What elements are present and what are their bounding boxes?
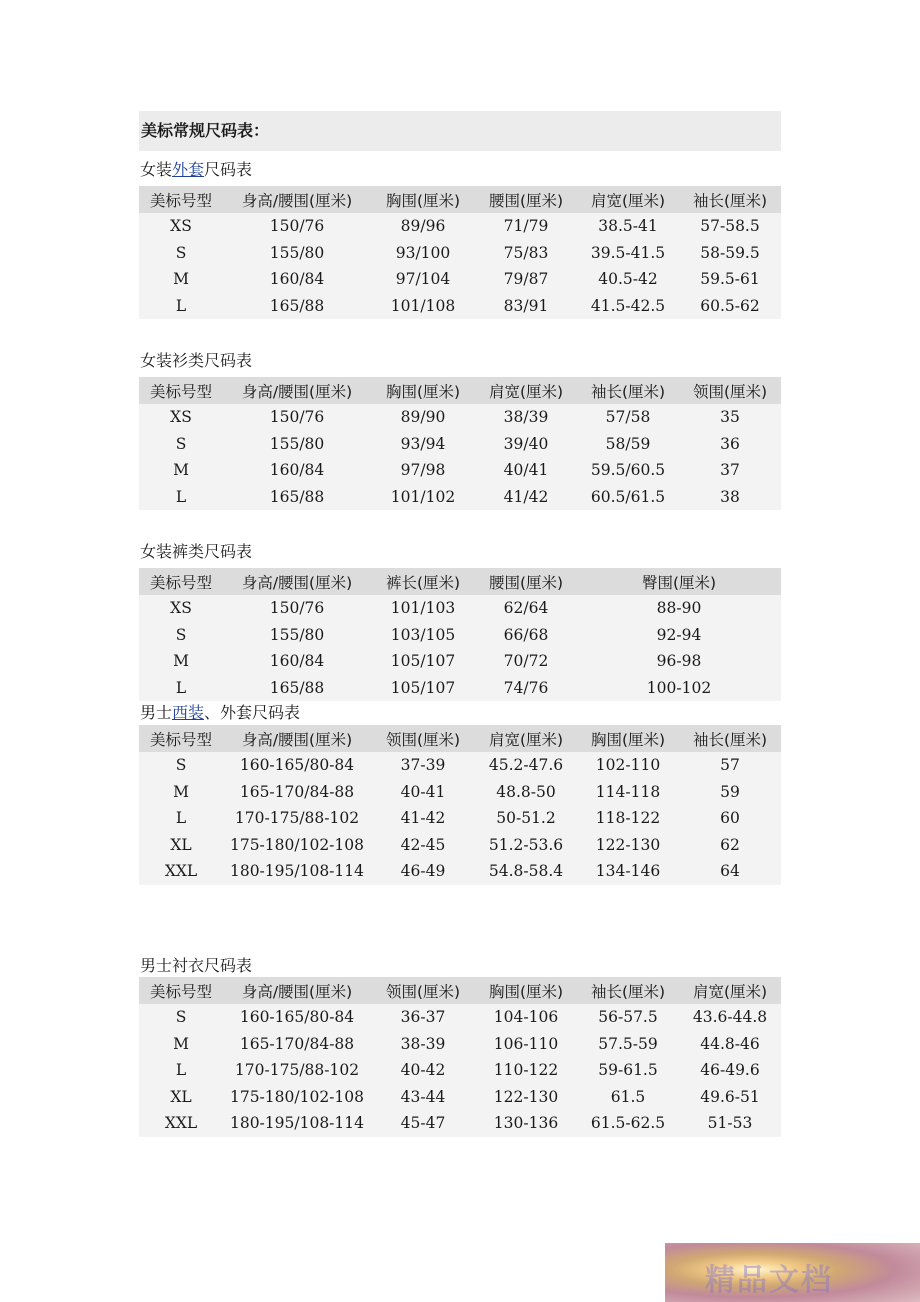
table-cell: 89/90: [400, 408, 446, 427]
table-cell: 160/84: [269, 652, 325, 671]
table-cell: 51-53: [707, 1114, 753, 1133]
table-row: [139, 832, 781, 859]
table-cell: 40.5-42: [598, 270, 658, 289]
column-header: 袖长(厘米): [679, 725, 781, 752]
table-cell: 44.8-46: [700, 1034, 760, 1053]
caption-text: 男士: [140, 703, 173, 722]
column-header: 腰围(厘米): [475, 186, 577, 213]
table-cell: 40/41: [503, 461, 549, 480]
table-row: [139, 1110, 781, 1137]
table-cell: 165/88: [269, 296, 325, 315]
table-cell: XXL: [164, 1114, 198, 1133]
table-cell: 41-42: [400, 809, 446, 828]
table-cell: 170-175/88-102: [234, 1061, 360, 1080]
table-cell: 62: [720, 835, 740, 854]
table-row: [139, 805, 781, 832]
table-cell: 165/88: [269, 487, 325, 506]
table-cell: 46-49: [400, 862, 446, 881]
table-cell: L: [175, 678, 187, 697]
table-cell: 160-165/80-84: [239, 756, 355, 775]
table-cell: 38/39: [503, 408, 549, 427]
table-cell: 101/103: [390, 599, 456, 618]
table-cell: 110-122: [493, 1061, 559, 1080]
watermark-text: 精品文档: [705, 1263, 833, 1298]
table-cell: 88-90: [656, 599, 702, 618]
table-cell: 83/91: [503, 296, 549, 315]
size-table-mens-suits: [139, 725, 781, 885]
table-cell: S: [175, 1008, 187, 1027]
table-cell: L: [175, 1061, 187, 1080]
table-cell: 104-106: [493, 1008, 559, 1027]
table-row: [139, 858, 781, 885]
table-cell: L: [175, 809, 187, 828]
column-header: 腰围(厘米): [475, 568, 577, 595]
table-cell: 74/76: [503, 678, 549, 697]
table-cell: 175-180/102-108: [229, 1087, 365, 1106]
table-header-row: [139, 568, 781, 595]
table-cell: 57/58: [605, 408, 651, 427]
table-cell: 92-94: [656, 625, 702, 644]
table-cell: 105/107: [390, 678, 456, 697]
table-cell: 155/80: [269, 243, 325, 262]
table-cell: 50-51.2: [496, 809, 556, 828]
column-header: 美标号型: [139, 186, 223, 213]
table-cell: 100-102: [646, 678, 712, 697]
column-header: 领围(厘米): [371, 977, 475, 1004]
column-header: 身高/腰围(厘米): [223, 977, 371, 1004]
table-cell: XXL: [164, 862, 198, 881]
table-cell: 35: [720, 408, 740, 427]
column-header: 胸围(厘米): [475, 977, 577, 1004]
table-cell: 106-110: [493, 1034, 559, 1053]
column-header: 身高/腰围(厘米): [223, 377, 371, 404]
table-cell: 38: [720, 487, 740, 506]
table-header-row: [139, 977, 781, 1004]
table-cell: 122-130: [595, 835, 661, 854]
table-row: [139, 1031, 781, 1058]
column-header: 美标号型: [139, 568, 223, 595]
size-table-womens-shirts: [139, 377, 781, 510]
table-cell: 134-146: [595, 862, 661, 881]
table-row: [139, 1084, 781, 1111]
table-cell: 60: [720, 809, 740, 828]
table-cell: 130-136: [493, 1114, 559, 1133]
column-header: 肩宽(厘米): [679, 977, 781, 1004]
table-cell: 103/105: [390, 625, 456, 644]
table-cell: 60.5/61.5: [590, 487, 666, 506]
table-cell: 43.6-44.8: [692, 1008, 768, 1027]
column-header: 肩宽(厘米): [475, 725, 577, 752]
column-header: 袖长(厘米): [577, 977, 679, 1004]
column-header: 肩宽(厘米): [577, 186, 679, 213]
table-cell: S: [175, 434, 187, 453]
table-cell: 180-195/108-114: [229, 862, 365, 881]
table-header-row: [139, 377, 781, 404]
table-caption-womens-outerwear: [140, 160, 252, 180]
table-cell: 71/79: [503, 217, 549, 236]
table-cell: 160/84: [269, 270, 325, 289]
table-caption-mens-suits: [140, 703, 300, 723]
table-cell: 61.5: [610, 1087, 646, 1106]
table-row: [139, 240, 781, 267]
table-cell: 59.5/60.5: [590, 461, 666, 480]
table-cell: M: [173, 1034, 189, 1053]
table-cell: 46-49.6: [700, 1061, 760, 1080]
table-cell: 43-44: [400, 1087, 446, 1106]
table-cell: S: [175, 625, 187, 644]
table-cell: M: [173, 652, 189, 671]
table-cell: 54.8-58.4: [488, 862, 564, 881]
table-cell: 57: [720, 756, 740, 775]
table-cell: L: [175, 487, 187, 506]
table-cell: 150/76: [269, 217, 325, 236]
table-cell: 93/100: [395, 243, 451, 262]
table-cell: 97/98: [400, 461, 446, 480]
column-header: 肩宽(厘米): [475, 377, 577, 404]
caption-text: 、外套尺码表: [204, 703, 301, 722]
column-header: 领围(厘米): [679, 377, 781, 404]
table-cell: 70/72: [503, 652, 549, 671]
column-header: 臀围(厘米): [577, 568, 781, 595]
table-cell: 97/104: [395, 270, 451, 289]
table-cell: 180-195/108-114: [229, 1114, 365, 1133]
table-cell: 36-37: [400, 1008, 446, 1027]
table-cell: 49.6-51: [700, 1087, 760, 1106]
table-cell: XL: [170, 1087, 192, 1106]
table-row: [139, 484, 781, 511]
table-row: [139, 779, 781, 806]
table-cell: 39.5-41.5: [590, 243, 666, 262]
table-cell: XL: [170, 835, 192, 854]
table-row: [139, 457, 781, 484]
watermark-logo: [665, 1243, 920, 1302]
table-cell: M: [173, 461, 189, 480]
column-header: 裤长(厘米): [371, 568, 475, 595]
table-cell: S: [175, 243, 187, 262]
size-table-womens-pants: [139, 568, 781, 701]
table-cell: 64: [720, 862, 740, 881]
table-caption-womens-shirts: 女装衫类尺码表: [140, 351, 253, 370]
table-cell: 48.8-50: [496, 782, 556, 801]
suit-link[interactable]: 西装: [172, 703, 205, 722]
table-cell: 114-118: [595, 782, 661, 801]
table-cell: 160/84: [269, 461, 325, 480]
table-cell: 57-58.5: [700, 217, 760, 236]
table-cell: 38-39: [400, 1034, 446, 1053]
table-cell: 59-61.5: [598, 1061, 658, 1080]
caption-text: 尺码表: [204, 160, 253, 179]
column-header: 胸围(厘米): [577, 725, 679, 752]
table-cell: XS: [170, 217, 192, 236]
table-cell: 150/76: [269, 599, 325, 618]
table-header-row: [139, 725, 781, 752]
table-cell: 62/64: [503, 599, 549, 618]
table-cell: M: [173, 782, 189, 801]
column-header: 美标号型: [139, 377, 223, 404]
table-cell: 96-98: [656, 652, 702, 671]
table-header-row: [139, 186, 781, 213]
table-row: [139, 752, 781, 779]
table-cell: 58-59.5: [700, 243, 760, 262]
column-header: 袖长(厘米): [679, 186, 781, 213]
table-row: [139, 213, 781, 240]
table-cell: 56-57.5: [598, 1008, 658, 1027]
table-caption-womens-pants: 女装裤类尺码表: [140, 542, 253, 561]
table-cell: 122-130: [493, 1087, 559, 1106]
table-cell: 36: [720, 434, 740, 453]
column-header: 美标号型: [139, 725, 223, 752]
table-row: [139, 266, 781, 293]
table-cell: 37-39: [400, 756, 446, 775]
table-cell: XS: [170, 599, 192, 618]
table-row: [139, 293, 781, 320]
table-cell: 40-42: [400, 1061, 446, 1080]
table-cell: 41/42: [503, 487, 549, 506]
table-cell: 93/94: [400, 434, 446, 453]
table-cell: 160-165/80-84: [239, 1008, 355, 1027]
table-cell: 79/87: [503, 270, 549, 289]
caption-text: 女装: [140, 160, 173, 179]
table-cell: 66/68: [503, 625, 549, 644]
table-cell: 40-41: [400, 782, 446, 801]
size-table-mens-shirts: [139, 977, 781, 1137]
table-cell: 165-170/84-88: [239, 782, 355, 801]
table-cell: 39/40: [503, 434, 549, 453]
table-cell: M: [173, 270, 189, 289]
table-caption-mens-shirts: 男士衬衣尺码表: [140, 956, 253, 975]
table-cell: 60.5-62: [700, 296, 760, 315]
page-title: 美标常规尺码表：: [139, 111, 781, 151]
table-cell: 51.2-53.6: [488, 835, 564, 854]
table-cell: 170-175/88-102: [234, 809, 360, 828]
table-row: [139, 404, 781, 431]
size-table-womens-outerwear: [139, 186, 781, 319]
column-header: 身高/腰围(厘米): [223, 725, 371, 752]
table-cell: 75/83: [503, 243, 549, 262]
table-cell: 155/80: [269, 434, 325, 453]
table-row: [139, 622, 781, 649]
table-row: [139, 675, 781, 702]
table-cell: 102-110: [595, 756, 661, 775]
table-cell: 118-122: [595, 809, 661, 828]
table-cell: 150/76: [269, 408, 325, 427]
column-header: 领围(厘米): [371, 725, 475, 752]
table-cell: 37: [720, 461, 740, 480]
table-row: [139, 1057, 781, 1084]
outerwear-link[interactable]: 外套: [172, 160, 205, 179]
table-row: [139, 648, 781, 675]
table-row: [139, 595, 781, 622]
table-cell: 175-180/102-108: [229, 835, 365, 854]
table-cell: 165-170/84-88: [239, 1034, 355, 1053]
table-cell: XS: [170, 408, 192, 427]
table-cell: 89/96: [400, 217, 446, 236]
table-cell: 61.5-62.5: [590, 1114, 666, 1133]
table-cell: 41.5-42.5: [590, 296, 666, 315]
column-header: 身高/腰围(厘米): [223, 568, 371, 595]
table-row: [139, 1004, 781, 1031]
table-cell: 38.5-41: [598, 217, 658, 236]
table-cell: 45-47: [400, 1114, 446, 1133]
table-cell: 105/107: [390, 652, 456, 671]
table-cell: 59.5-61: [700, 270, 760, 289]
column-header: 美标号型: [139, 977, 223, 1004]
table-row: [139, 431, 781, 458]
table-cell: 165/88: [269, 678, 325, 697]
column-header: 胸围(厘米): [371, 186, 475, 213]
table-cell: 42-45: [400, 835, 446, 854]
table-cell: L: [175, 296, 187, 315]
table-cell: 155/80: [269, 625, 325, 644]
table-cell: 45.2-47.6: [488, 756, 564, 775]
table-cell: S: [175, 756, 187, 775]
table-cell: 57.5-59: [598, 1034, 658, 1053]
column-header: 胸围(厘米): [371, 377, 475, 404]
table-cell: 59: [720, 782, 740, 801]
column-header: 身高/腰围(厘米): [223, 186, 371, 213]
column-header: 袖长(厘米): [577, 377, 679, 404]
table-cell: 101/108: [390, 296, 456, 315]
table-cell: 58/59: [605, 434, 651, 453]
table-cell: 101/102: [390, 487, 456, 506]
